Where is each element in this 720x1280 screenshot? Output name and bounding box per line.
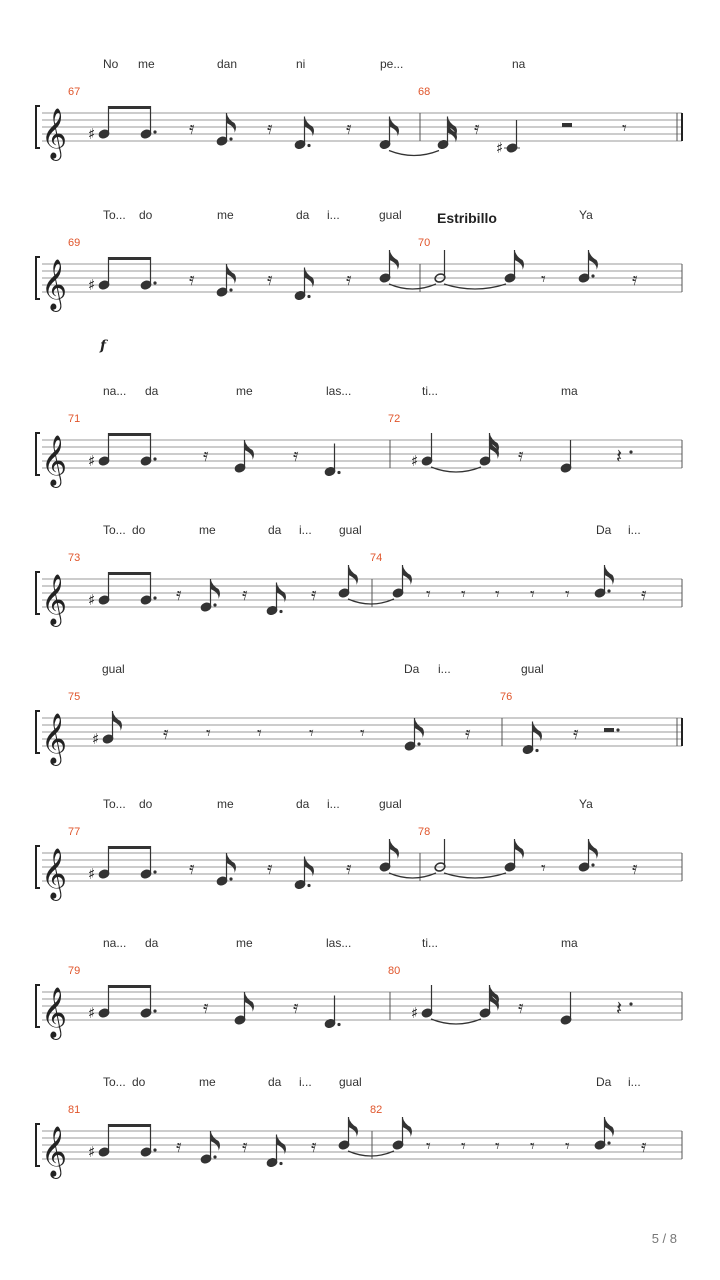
measure-number: 82 xyxy=(370,1104,383,1116)
measure-number: 73 xyxy=(68,552,81,564)
notehead xyxy=(479,1008,491,1019)
augmentation-dot xyxy=(213,1155,216,1158)
notehead xyxy=(434,273,446,284)
notehead xyxy=(140,1147,152,1158)
sixteenth-rest: 𝄿 xyxy=(267,858,273,879)
sixteenth-rest: 𝄿 xyxy=(311,584,317,605)
sixteenth-rest: 𝄿 xyxy=(518,445,524,466)
note-flag xyxy=(113,711,123,731)
lyric-syllable: i... xyxy=(299,523,312,537)
augmentation-dot xyxy=(417,742,420,745)
notehead xyxy=(338,588,350,599)
note-flag xyxy=(490,985,500,1005)
treble-clef: 𝄞 xyxy=(41,108,68,159)
sixteenth-rest: 𝄿 xyxy=(346,118,352,139)
sixteenth-rest: 𝄿 xyxy=(632,858,638,879)
eighth-rest: 𝄾 xyxy=(461,584,466,605)
system-bracket xyxy=(36,985,40,1027)
note-flag xyxy=(403,565,413,585)
sharp-accidental: ♯ xyxy=(88,1004,96,1022)
lyric-syllable: ma xyxy=(561,384,578,398)
lyric-syllable: gual xyxy=(379,797,402,811)
notehead xyxy=(140,129,152,140)
note-flag xyxy=(403,1117,413,1137)
notehead xyxy=(294,290,306,301)
measure-number: 68 xyxy=(418,86,431,98)
lyric-syllable: gual xyxy=(339,523,362,537)
eighth-rest: 𝄾 xyxy=(495,584,500,605)
note-flag xyxy=(490,439,500,459)
lyric-syllable: da xyxy=(145,936,159,950)
tie xyxy=(348,1151,394,1156)
eighth-rest: 𝄾 xyxy=(426,584,431,605)
lyric-syllable: da xyxy=(145,384,159,398)
lyric-syllable: i... xyxy=(299,1075,312,1089)
notehead xyxy=(140,869,152,880)
augmentation-dot xyxy=(153,596,156,599)
note-flag xyxy=(415,718,425,738)
measure-number: 78 xyxy=(418,826,431,838)
lyric-syllable: me xyxy=(217,208,234,222)
notehead xyxy=(140,595,152,606)
augmentation-dot xyxy=(153,281,156,284)
lyric-syllable: me xyxy=(236,936,253,950)
notehead xyxy=(324,1018,336,1029)
augmentation-dot xyxy=(213,603,216,606)
lyric-syllable: Da xyxy=(596,523,612,537)
sharp-accidental: ♯ xyxy=(88,276,96,294)
augmentation-dot xyxy=(607,1141,610,1144)
note-flag xyxy=(305,117,315,137)
note-flag xyxy=(245,992,255,1012)
sixteenth-rest: 𝄿 xyxy=(632,269,638,290)
note-flag xyxy=(227,264,237,284)
sixteenth-rest: 𝄿 xyxy=(641,1136,647,1157)
notehead xyxy=(98,595,110,606)
lyric-syllable: do xyxy=(132,1075,146,1089)
measure-number: 67 xyxy=(68,86,81,98)
note-flag xyxy=(490,991,500,1011)
augmentation-dot xyxy=(307,884,310,887)
note-flag xyxy=(589,250,599,270)
lyric-syllable: Ya xyxy=(579,797,593,811)
lyric-syllable: na... xyxy=(103,936,127,950)
augmentation-dot xyxy=(153,870,156,873)
notehead xyxy=(560,1015,572,1026)
sharp-accidental: ♯ xyxy=(92,730,100,748)
sharp-accidental: ♯ xyxy=(411,1004,419,1022)
augmentation-dot xyxy=(307,144,310,147)
eighth-rest: 𝄾 xyxy=(530,1136,535,1157)
eighth-rest: 𝄾 xyxy=(565,584,570,605)
notehead xyxy=(266,1157,278,1168)
sixteenth-rest: 𝄿 xyxy=(346,858,352,879)
notehead xyxy=(98,280,110,291)
augmentation-dot xyxy=(616,728,619,731)
lyric-syllable: ti... xyxy=(422,936,439,950)
system-bracket xyxy=(36,846,40,888)
notehead xyxy=(421,456,433,467)
lyric-syllable: me xyxy=(199,1075,216,1089)
lyric-syllable: Ya xyxy=(579,208,593,222)
lyric-syllable: i... xyxy=(628,523,641,537)
lyric-syllable: do xyxy=(132,523,146,537)
augmentation-dot xyxy=(307,295,310,298)
lyric-syllable: pe... xyxy=(380,57,404,71)
note-flag xyxy=(390,839,400,859)
notehead xyxy=(294,879,306,890)
system-bracket xyxy=(36,711,40,753)
augmentation-dot xyxy=(591,863,594,866)
treble-clef: 𝄞 xyxy=(41,259,68,310)
sixteenth-rest: 𝄿 xyxy=(641,584,647,605)
eighth-rest: 𝄾 xyxy=(206,723,211,744)
measure-number: 79 xyxy=(68,965,81,977)
sixteenth-rest: 𝄿 xyxy=(346,269,352,290)
notehead xyxy=(594,588,606,599)
treble-clef: 𝄞 xyxy=(41,574,68,625)
note-flag xyxy=(448,123,458,143)
note-flag xyxy=(589,839,599,859)
eighth-rest: 𝄾 xyxy=(461,1136,466,1157)
tie xyxy=(389,873,436,878)
half-rest xyxy=(604,728,614,732)
lyric-syllable: Da xyxy=(404,662,420,676)
treble-clef: 𝄞 xyxy=(41,987,68,1038)
notehead xyxy=(437,139,449,150)
sixteenth-rest: 𝄿 xyxy=(573,723,579,744)
lyric-syllable: do xyxy=(139,208,153,222)
eighth-rest: 𝄾 xyxy=(257,723,262,744)
notehead xyxy=(392,588,404,599)
tie xyxy=(431,467,481,472)
sixteenth-rest: 𝄿 xyxy=(189,269,195,290)
sixteenth-rest: 𝄿 xyxy=(189,858,195,879)
eighth-rest: 𝄾 xyxy=(426,1136,431,1157)
measure-number: 70 xyxy=(418,237,431,249)
notehead xyxy=(404,741,416,752)
notehead xyxy=(98,1008,110,1019)
sixteenth-rest: 𝄿 xyxy=(267,118,273,139)
notehead xyxy=(379,139,391,150)
notehead xyxy=(98,1147,110,1158)
treble-clef: 𝄞 xyxy=(41,1126,68,1177)
lyric-syllable: No xyxy=(103,57,119,71)
measure-number: 69 xyxy=(68,237,81,249)
sixteenth-rest: 𝄿 xyxy=(203,445,209,466)
note-flag xyxy=(605,565,615,585)
notehead xyxy=(234,463,246,474)
lyric-syllable: da xyxy=(268,1075,282,1089)
notehead xyxy=(200,1154,212,1165)
notehead xyxy=(216,287,228,298)
augmentation-dot xyxy=(229,288,232,291)
measure-number: 75 xyxy=(68,691,81,703)
sixteenth-rest: 𝄿 xyxy=(311,1136,317,1157)
sixteenth-rest: 𝄿 xyxy=(176,1136,182,1157)
lyric-syllable: da xyxy=(296,208,310,222)
note-flag xyxy=(533,722,543,742)
treble-clef: 𝄞 xyxy=(41,848,68,899)
augmentation-dot xyxy=(279,1162,282,1165)
page-number: 5 / 8 xyxy=(651,1231,677,1246)
lyric-syllable: las... xyxy=(326,936,352,950)
notehead xyxy=(294,139,306,150)
notehead xyxy=(200,602,212,613)
sharp-accidental: ♯ xyxy=(88,125,96,143)
measure-number: 76 xyxy=(500,691,513,703)
eighth-rest: 𝄾 xyxy=(565,1136,570,1157)
measure-number: 81 xyxy=(68,1104,81,1116)
note-flag xyxy=(277,583,287,603)
lyric-syllable: ni xyxy=(296,57,306,71)
note-flag xyxy=(490,433,500,453)
measure-number: 72 xyxy=(388,413,401,425)
measure-number: 71 xyxy=(68,413,81,425)
note-flag xyxy=(211,1131,221,1151)
sharp-accidental: ♯ xyxy=(88,452,96,470)
sharp-accidental: ♯ xyxy=(88,865,96,883)
lyric-syllable: ti... xyxy=(422,384,439,398)
sixteenth-rest: 𝄿 xyxy=(176,584,182,605)
sixteenth-rest: 𝄿 xyxy=(293,445,299,466)
treble-clef: 𝄞 xyxy=(41,713,68,764)
note-flag xyxy=(277,1135,287,1155)
note-flag xyxy=(605,1117,615,1137)
notehead xyxy=(102,734,114,745)
system-bracket xyxy=(36,433,40,475)
augmentation-dot xyxy=(629,1002,632,1005)
notehead xyxy=(234,1015,246,1026)
lyric-syllable: ma xyxy=(561,936,578,950)
notehead xyxy=(560,463,572,474)
quarter-rest: 𝄽 xyxy=(616,444,623,468)
note-flag xyxy=(349,565,359,585)
tie xyxy=(444,284,506,289)
note-flag xyxy=(515,250,525,270)
lyric-syllable: me xyxy=(138,57,155,71)
lyric-syllable: gual xyxy=(379,208,402,222)
notehead xyxy=(434,862,446,873)
sixteenth-rest: 𝄿 xyxy=(465,723,471,744)
sixteenth-rest: 𝄿 xyxy=(518,997,524,1018)
sharp-accidental: ♯ xyxy=(88,591,96,609)
lyric-syllable: i... xyxy=(628,1075,641,1089)
notehead xyxy=(98,456,110,467)
note-flag xyxy=(390,250,400,270)
lyric-syllable: i... xyxy=(327,797,340,811)
section-label: Estribillo xyxy=(437,210,497,226)
measure-number: 77 xyxy=(68,826,81,838)
lyric-syllable: da xyxy=(268,523,282,537)
notehead xyxy=(98,869,110,880)
system-bracket xyxy=(36,106,40,148)
augmentation-dot xyxy=(535,749,538,752)
tie xyxy=(431,1019,481,1024)
lyric-syllable: To... xyxy=(103,523,126,537)
augmentation-dot xyxy=(607,589,610,592)
notehead xyxy=(216,136,228,147)
sixteenth-rest: 𝄿 xyxy=(242,584,248,605)
augmentation-dot xyxy=(153,1009,156,1012)
eighth-rest: 𝄾 xyxy=(309,723,314,744)
lyric-syllable: gual xyxy=(102,662,125,676)
augmentation-dot xyxy=(229,137,232,140)
notehead xyxy=(504,273,516,284)
tie xyxy=(389,151,439,156)
notehead xyxy=(140,1008,152,1019)
notehead xyxy=(324,466,336,477)
lyric-syllable: na... xyxy=(103,384,127,398)
notehead xyxy=(506,143,518,154)
dynamic-mark: f xyxy=(100,338,107,354)
notehead xyxy=(421,1008,433,1019)
lyric-syllable: To... xyxy=(103,1075,126,1089)
lyric-syllable: me xyxy=(236,384,253,398)
sixteenth-rest: 𝄿 xyxy=(203,997,209,1018)
notehead xyxy=(522,744,534,755)
lyric-syllable: do xyxy=(139,797,153,811)
lyric-syllable: las... xyxy=(326,384,352,398)
notehead xyxy=(578,862,590,873)
note-flag xyxy=(349,1117,359,1137)
note-flag xyxy=(227,853,237,873)
tie xyxy=(348,599,394,604)
lyric-syllable: To... xyxy=(103,797,126,811)
notehead xyxy=(266,605,278,616)
treble-clef: 𝄞 xyxy=(41,435,68,486)
sixteenth-rest: 𝄿 xyxy=(242,1136,248,1157)
sharp-accidental: ♯ xyxy=(411,452,419,470)
note-flag xyxy=(305,268,315,288)
measure-number: 74 xyxy=(370,552,383,564)
note-flag xyxy=(448,117,458,137)
lyric-syllable: gual xyxy=(339,1075,362,1089)
lyric-syllable: na xyxy=(512,57,526,71)
lyric-syllable: gual xyxy=(521,662,544,676)
system-bracket xyxy=(36,257,40,299)
notehead xyxy=(140,456,152,467)
note-flag xyxy=(227,113,237,133)
lyric-syllable: da xyxy=(296,797,310,811)
notehead xyxy=(578,273,590,284)
sixteenth-rest: 𝄿 xyxy=(189,118,195,139)
notehead xyxy=(479,456,491,467)
augmentation-dot xyxy=(337,1023,340,1026)
augmentation-dot xyxy=(153,130,156,133)
quarter-rest: 𝄽 xyxy=(616,996,623,1020)
system-bracket xyxy=(36,1124,40,1166)
notehead xyxy=(392,1140,404,1151)
augmentation-dot xyxy=(153,1148,156,1151)
sharp-accidental: ♯ xyxy=(88,1143,96,1161)
notehead xyxy=(594,1140,606,1151)
eighth-rest: 𝄾 xyxy=(622,118,627,139)
lyric-syllable: me xyxy=(199,523,216,537)
lyric-syllable: i... xyxy=(438,662,451,676)
sixteenth-rest: 𝄿 xyxy=(267,269,273,290)
tie xyxy=(389,284,436,289)
eighth-rest: 𝄾 xyxy=(530,584,535,605)
notehead xyxy=(379,273,391,284)
note-flag xyxy=(245,440,255,460)
notehead xyxy=(379,862,391,873)
sixteenth-rest: 𝄿 xyxy=(293,997,299,1018)
lyric-syllable: Da xyxy=(596,1075,612,1089)
notehead xyxy=(98,129,110,140)
augmentation-dot xyxy=(279,610,282,613)
lyric-syllable: dan xyxy=(217,57,238,71)
augmentation-dot xyxy=(591,274,594,277)
sharp-accidental: ♯ xyxy=(496,139,504,157)
lyric-syllable: To... xyxy=(103,208,126,222)
augmentation-dot xyxy=(337,471,340,474)
augmentation-dot xyxy=(229,877,232,880)
notehead xyxy=(140,280,152,291)
tie xyxy=(444,873,506,878)
augmentation-dot xyxy=(629,450,632,453)
note-flag xyxy=(390,117,400,137)
note-flag xyxy=(305,857,315,877)
note-flag xyxy=(515,839,525,859)
notehead xyxy=(338,1140,350,1151)
lyric-syllable: i... xyxy=(327,208,340,222)
notehead xyxy=(216,876,228,887)
eighth-rest: 𝄾 xyxy=(495,1136,500,1157)
system-bracket xyxy=(36,572,40,614)
augmentation-dot xyxy=(153,457,156,460)
note-flag xyxy=(211,579,221,599)
half-rest xyxy=(562,123,572,127)
measure-number: 80 xyxy=(388,965,401,977)
eighth-rest: 𝄾 xyxy=(360,723,365,744)
sixteenth-rest: 𝄿 xyxy=(163,723,169,744)
lyric-syllable: me xyxy=(217,797,234,811)
eighth-rest: 𝄾 xyxy=(541,269,546,290)
eighth-rest: 𝄾 xyxy=(541,858,546,879)
notehead xyxy=(504,862,516,873)
sixteenth-rest: 𝄿 xyxy=(474,118,480,139)
